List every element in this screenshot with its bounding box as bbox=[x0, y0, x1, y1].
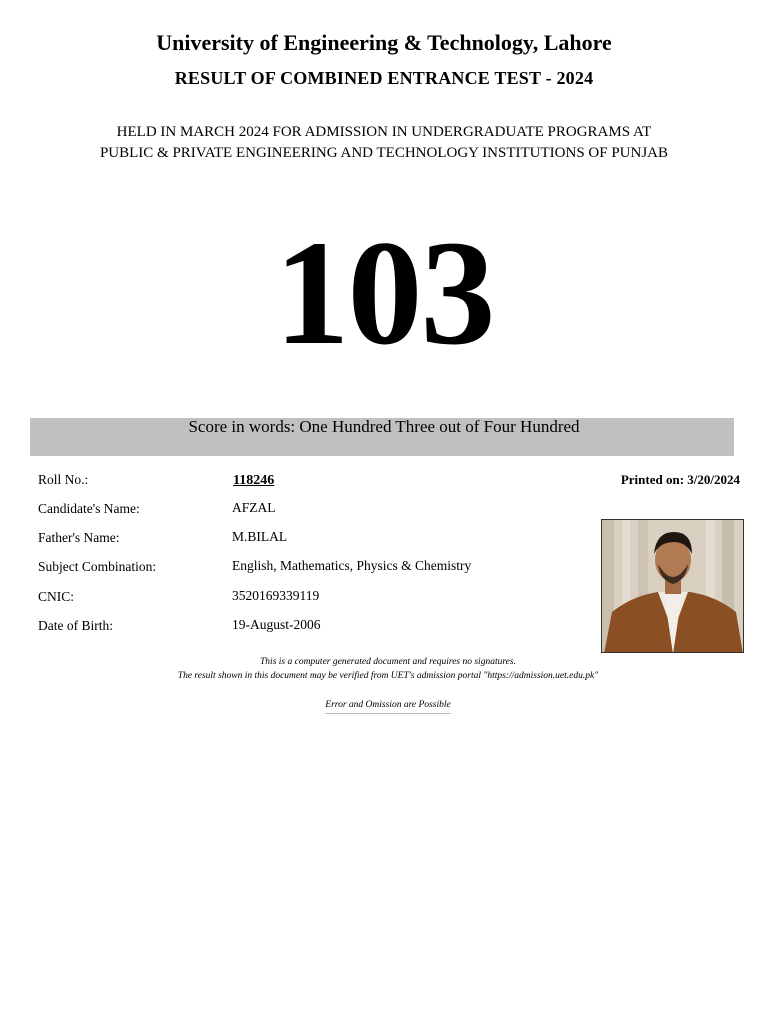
error-omission-text: Error and Omission are Possible bbox=[325, 700, 450, 714]
printed-on: Printed on: 3/20/2024 bbox=[620, 472, 740, 487]
university-title: University of Engineering & Technology, Lahore bbox=[156, 30, 612, 55]
held-line-1: HELD IN MARCH 2024 FOR ADMISSION IN UNDERGRADUATE PROGRAMS AT bbox=[116, 124, 652, 140]
score-in-words: Score in words: One Hundred Three out of Four Hundred bbox=[188, 417, 580, 436]
computer-generated-note: This is a computer generated document and requires no signatures. bbox=[260, 657, 516, 667]
father-name-label: Father's Name: bbox=[38, 530, 120, 545]
date-of-birth-label: Date of Birth: bbox=[38, 618, 113, 633]
held-line-2: PUBLIC & PRIVATE ENGINEERING AND TECHNOLOGY INSTITUTIONS OF PUNJAB bbox=[99, 145, 669, 161]
subject-combination-value: English, Mathematics, Physics & Chemistry bbox=[232, 558, 472, 573]
cnic-value: 3520169339119 bbox=[232, 588, 320, 603]
verification-note: The result shown in this document may be verified from UET's admission portal "https://admission.uet.edu.pk" bbox=[177, 671, 599, 681]
subject-combination-label: Subject Combination: bbox=[38, 559, 157, 574]
candidate-name-label: Candidate's Name: bbox=[38, 501, 140, 516]
person-photo-icon bbox=[602, 520, 744, 653]
score-number: 103 bbox=[274, 210, 494, 376]
candidate-photo bbox=[601, 519, 744, 653]
date-of-birth-value: 19-August-2006 bbox=[232, 617, 321, 632]
error-omission-note bbox=[0, 700, 768, 710]
roll-number-label: Roll No.: bbox=[38, 472, 89, 487]
cnic-label: CNIC: bbox=[38, 589, 75, 604]
roll-number-value: 118246 bbox=[233, 473, 275, 488]
result-title: RESULT OF COMBINED ENTRANCE TEST - 2024 bbox=[174, 68, 594, 88]
father-name-value: M.BILAL bbox=[232, 529, 288, 544]
candidate-name-value: AFZAL bbox=[232, 500, 276, 515]
